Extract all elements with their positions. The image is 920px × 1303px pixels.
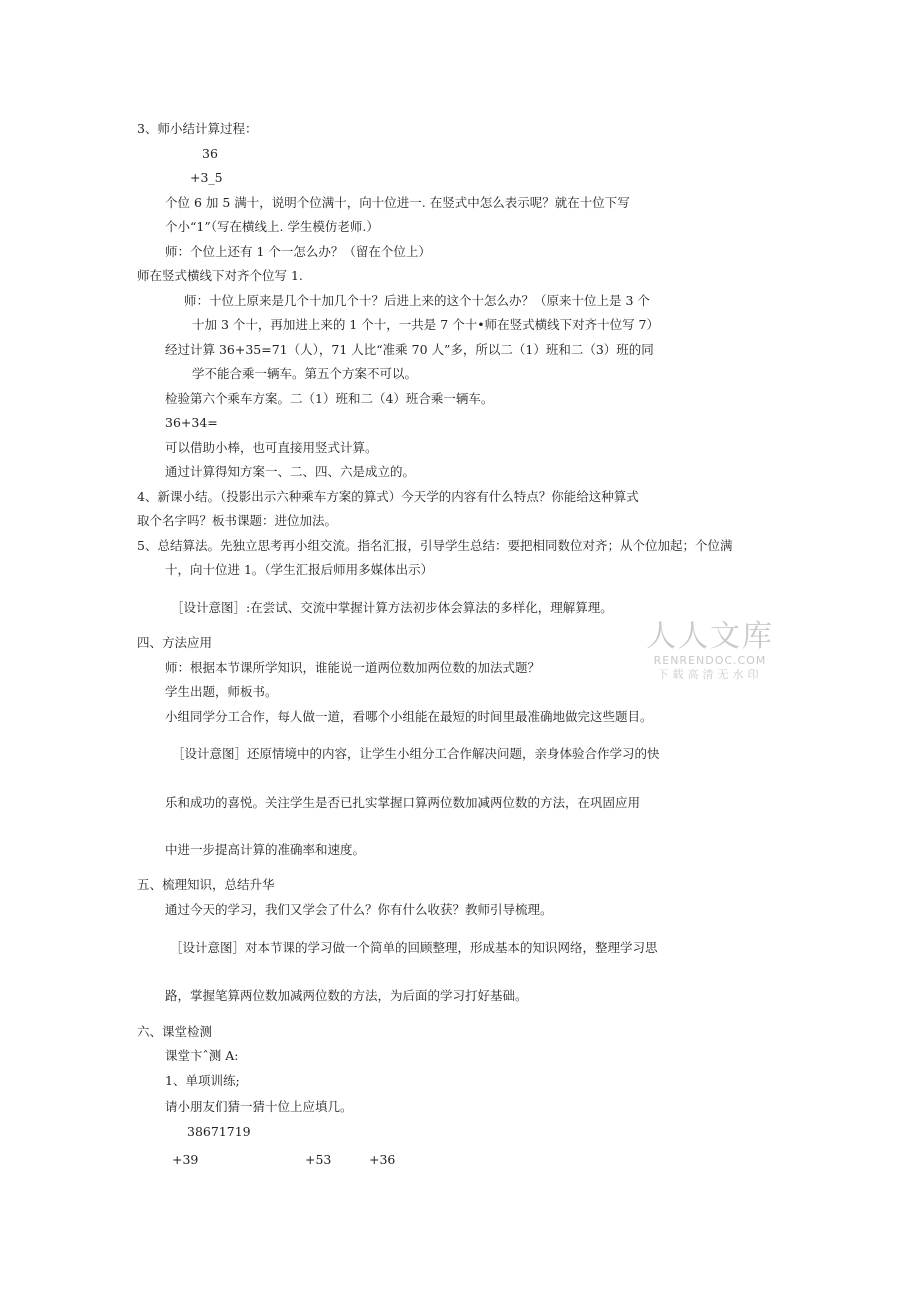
step-3-heading: 3、师小结计算过程： — [137, 121, 258, 136]
paragraph-line: 可以借助小棒，也可直接用竖式计算。 — [165, 440, 378, 455]
watermark-logo — [640, 620, 780, 682]
step-4-heading: 4、新课小结。（投影出示六种乘车方案的算式）今天学的内容有什么特点？你能给这种算式 — [137, 489, 639, 504]
exercise-addend: +36 — [369, 1152, 396, 1167]
paragraph-line: 课堂卞ˆ测 A: — [165, 1048, 239, 1063]
equation-line: 36+34= — [165, 415, 218, 430]
paragraph-line: 通过计算得知方案一、二、四、六是成立的。 — [165, 464, 416, 479]
paragraph-line: 学生出题，师板书。 — [165, 684, 278, 699]
design-intent-note: ［设计意图］对本节课的学习做一个简单的回顾整理，形成基本的知识网络，整理学习思 — [170, 940, 658, 955]
paragraph-line: 路，掌握笔算两位数加减两位数的方法，为后面的学习打好基础。 — [165, 988, 528, 1003]
paragraph-line: 通过今天的学习，我们又学会了什么？你有什么收获？教师引导梳理。 — [165, 902, 553, 917]
paragraph-line: 中进一步提高计算的准确率和速度。 — [165, 842, 366, 857]
design-intent-note: ［设计意图］:在尝试、交流中掌握计算方法初步体会算法的多样化，理解算理。 — [171, 600, 613, 615]
vertical-addend-bottom: +3_5 — [190, 170, 223, 185]
paragraph-line: 检验第六个乘车方案。二（1）班和二（4）班合乘一辆车。 — [165, 391, 494, 406]
watermark-title: 人人文库 — [646, 619, 774, 654]
paragraph-line: 个小“1”（写在横线上. 学生模仿老师.） — [165, 219, 379, 234]
paragraph-line: 乐和成功的喜悦。关注学生是否已扎实掌握口算两位数加减两位数的方法，在巩固应用 — [165, 795, 641, 810]
paragraph-line: 师：十位上原来是几个十加几个十？后进上来的这个十怎么办？（原来十位上是 3 个 — [184, 293, 650, 308]
exercise-addend: +39 — [172, 1152, 199, 1167]
paragraph-line: 请小朋友们猜一猜十位上应填几。 — [165, 1099, 353, 1114]
paragraph-line: 学不能合乘一辆车。第五个方案不可以。 — [192, 366, 418, 381]
section-5-heading: 五、梳理知识，总结升华 — [137, 877, 275, 892]
vertical-addend-top: 36 — [202, 146, 218, 161]
paragraph-line: 取个名字吗？板书课题：进位加法。 — [137, 513, 338, 528]
paragraph-line: 师：根据本节课所学知识，谁能说一道两位数加两位数的加法式题？ — [165, 660, 541, 675]
exercise-numbers: 38671719 — [187, 1124, 251, 1139]
paragraph-line: 师在竖式横线下对齐个位写 1. — [137, 268, 303, 283]
paragraph-line: 十，向十位进 1。（学生汇报后师用多媒体出示） — [165, 562, 434, 577]
design-intent-note: ［设计意图］还原情境中的内容，让学生小组分工合作解决问题，亲身体验合作学习的快 — [172, 746, 660, 761]
paragraph-line: 1、单项训练; — [165, 1073, 240, 1088]
paragraph-line: 经过计算 36+35=71（人），71 人比“准乘 70 人”多，所以二（1）班和二（3）班的同 — [165, 342, 654, 357]
section-6-heading: 六、课堂检测 — [137, 1024, 213, 1039]
exercise-addend: +53 — [305, 1152, 332, 1167]
watermark-tagline: 下载高清无水印 — [657, 668, 763, 681]
step-5-heading: 5、总结算法。先独立思考再小组交流。指名汇报，引导学生总结：要把相同数位对齐；从个位加起；个位满 — [137, 538, 733, 553]
section-4-heading: 四、方法应用 — [137, 635, 213, 650]
paragraph-line: 师：个位上还有 1 个一怎么办？（留在个位上） — [165, 244, 431, 259]
watermark-domain: RENRENDOC.COM — [653, 654, 767, 667]
paragraph-line: 个位 6 加 5 满十，说明个位满十，向十位进一. 在竖式中怎么表示呢？就在十位下写 — [165, 195, 630, 210]
paragraph-line: 小组同学分工合作，每人做一道，看哪个小组能在最短的时间里最准确地做完这些题目。 — [165, 709, 653, 724]
paragraph-line: 十加 3 个十，再加进上来的 1 个十，一共是 7 个十•师在竖式横线下对齐十位写 7） — [192, 317, 659, 332]
